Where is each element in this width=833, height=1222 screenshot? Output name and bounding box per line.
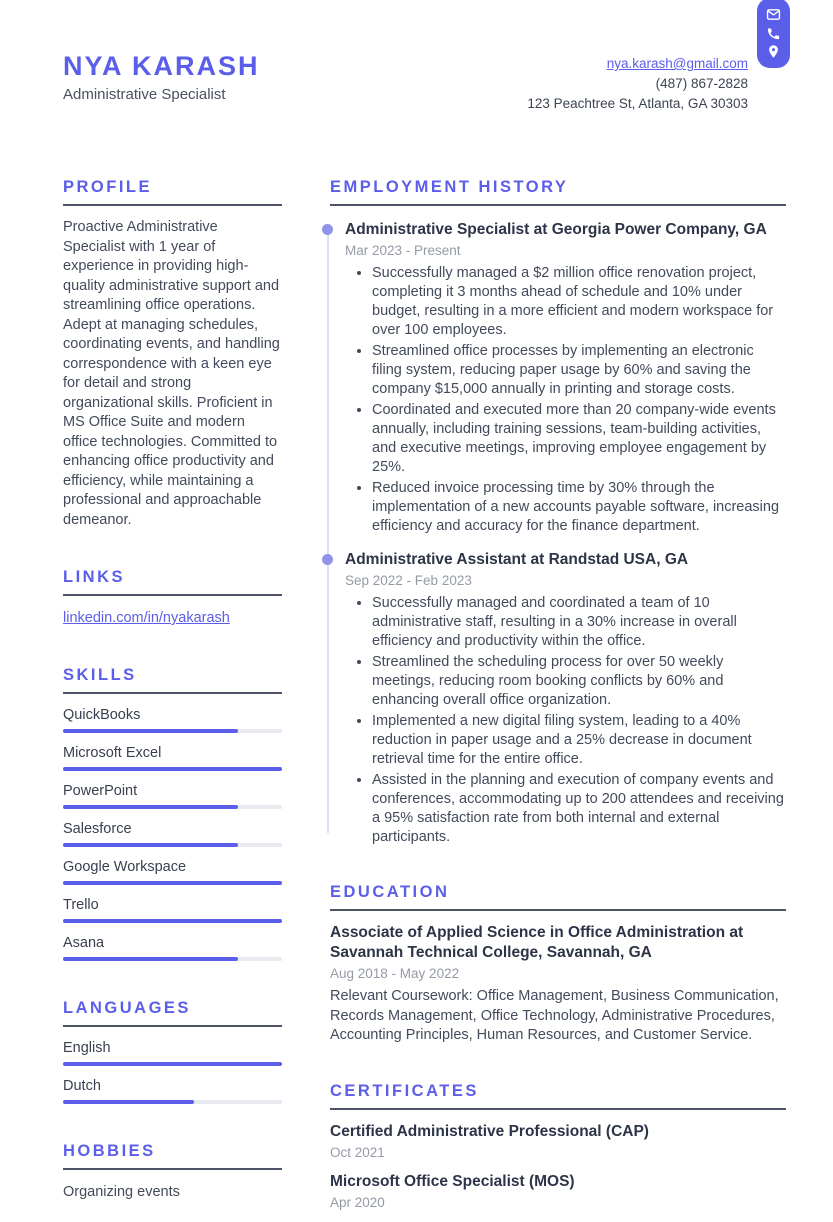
contact-icon-panel <box>757 0 790 68</box>
email-link[interactable]: nya.karash@gmail.com <box>606 56 748 71</box>
certificate-dates: Apr 2020 <box>330 1194 385 1210</box>
certificate-title: Microsoft Office Specialist (MOS) <box>330 1172 575 1190</box>
job-bullet: • Implemented a new digital filing system, leading to a 40% reduction in paper usage and a 25% decrease in document retrieval time for the entire office. <box>372 712 786 769</box>
language-item <box>63 1039 282 1066</box>
languages-heading: LANGUAGES <box>63 999 282 1027</box>
job-bullet: • Successfully managed and coordinated a team of 10 administrative staff, resulting in a 30% increase in overall efficiency and productivity within the office. <box>372 594 786 651</box>
skills-section <box>63 666 282 961</box>
skill-meter-track <box>63 843 282 847</box>
skill-meter-track <box>63 805 282 809</box>
address-text: 123 Peachtree St, Atlanta, GA 30303 <box>527 96 748 111</box>
job-bullet: • Streamlined office processes by implementing an electronic filing system, reducing paper usage by 60% and saving the company $15,000 annually in printing and storage costs. <box>372 342 786 399</box>
content-columns <box>63 178 786 1222</box>
skill-meter-fill <box>63 957 238 961</box>
skills-heading: SKILLS <box>63 666 282 694</box>
job-entry <box>330 550 786 847</box>
job-bullet: • Assisted in the planning and execution of company events and conferences, accommodating up to 200 attendees and receiving a 95% satisfaction rate from both internal and external participants. <box>372 771 786 847</box>
skill-item <box>63 706 282 733</box>
links-section <box>63 568 282 628</box>
linkedin-link[interactable]: linkedin.com/in/nyakarash <box>63 610 230 626</box>
timeline-dot-icon <box>322 224 333 235</box>
skill-item <box>63 744 282 771</box>
job-bullet: • Reduced invoice processing time by 30% through the implementation of a new accounts payable software, increasing efficiency and accuracy for the finance department. <box>372 479 786 536</box>
skill-meter-fill <box>63 881 282 885</box>
certificate-entry <box>330 1172 786 1212</box>
certificate-dates: Oct 2021 <box>330 1144 385 1160</box>
employment-section <box>330 178 786 847</box>
certificates-section <box>330 1082 786 1212</box>
skill-meter-track <box>63 729 282 733</box>
language-item <box>63 1077 282 1104</box>
skill-meter-track <box>63 881 282 885</box>
skills-list <box>63 706 282 961</box>
languages-section <box>63 999 282 1104</box>
language-name: Dutch <box>63 1078 101 1094</box>
skill-meter-track <box>63 957 282 961</box>
skill-name: Asana <box>63 935 105 951</box>
skill-name: Microsoft Excel <box>63 745 162 761</box>
certificates-list <box>330 1122 786 1212</box>
job-bullet: • Successfully managed a $2 million office renovation project, completing it 3 months ahead of schedule and 10% under budget, resulting in a more efficient and modern workspace for over 100 employees. <box>372 264 786 340</box>
skill-name: PowerPoint <box>63 783 138 799</box>
job-title: Administrative Specialist at Georgia Power Company, GA <box>345 221 767 238</box>
certificate-title: Certified Administrative Professional (CAP) <box>330 1122 649 1140</box>
phone-icon <box>766 26 781 41</box>
mail-icon <box>766 7 781 22</box>
certificates-heading: CERTIFICATES <box>330 1082 786 1110</box>
name-block <box>63 50 260 114</box>
skill-name: Google Workspace <box>63 859 187 875</box>
education-list <box>330 923 786 1046</box>
left-column <box>63 178 282 1222</box>
education-section <box>330 883 786 1046</box>
location-icon <box>766 44 781 59</box>
education-dates: Aug 2018 - May 2022 <box>330 966 460 981</box>
language-meter-fill <box>63 1062 282 1066</box>
skill-meter-fill <box>63 843 238 847</box>
job-dates: Mar 2023 - Present <box>345 243 461 258</box>
education-heading: EDUCATION <box>330 883 786 911</box>
job-title: Administrative Assistant at Randstad USA, GA <box>345 551 689 568</box>
links-list <box>63 608 282 628</box>
job-bullet: • Streamlined the scheduling process for over 50 weekly meetings, reducing room booking conflicts by 60% and enhancing overall office organization. <box>372 653 786 710</box>
skill-meter-fill <box>63 729 238 733</box>
certificate-entry <box>330 1122 786 1162</box>
header <box>63 0 786 114</box>
skill-item <box>63 782 282 809</box>
language-meter-track <box>63 1100 282 1104</box>
skill-name: Trello <box>63 897 99 913</box>
person-job-title: Administrative Specialist <box>63 86 226 103</box>
hobbies-heading: HOBBIES <box>63 1142 282 1170</box>
skill-meter-track <box>63 919 282 923</box>
skill-meter-track <box>63 767 282 771</box>
employment-heading: EMPLOYMENT HISTORY <box>330 178 786 206</box>
job-bullet: • Coordinated and executed more than 20 company-wide events annually, including training sessions, team-building activities, and executive meetings, improving employee engagement by 25%. <box>372 401 786 477</box>
education-description: Relevant Coursework: Office Management, Business Communication, Records Management, Office Technology, Administrative Procedures, Accounting Principles, Human Resources, and Customer Service. <box>330 988 779 1043</box>
job-bullet-list <box>345 264 786 536</box>
skill-item <box>63 820 282 847</box>
job-bullet-list <box>345 594 786 847</box>
profile-text: Proactive Administrative Specialist with 1 year of experience in providing high-quality administrative support and streamlining office operations. Adept at managing schedules, coordinating events, and handling correspondence with a keen eye for detail and strong organizational skills. Proficient in MS Office Suite and modern office technologies. Committed to enhancing office productivity and efficiency, while maintaining a professional and approachable demeanor. <box>63 219 280 528</box>
hobbies-section <box>63 1142 282 1202</box>
hobby-text: Organizing events <box>63 1184 180 1200</box>
contact-info <box>527 54 786 114</box>
skill-meter-fill <box>63 919 282 923</box>
language-name: English <box>63 1040 111 1056</box>
job-entry <box>330 220 786 536</box>
right-column <box>330 178 786 1222</box>
jobs-timeline <box>330 220 786 847</box>
languages-list <box>63 1039 282 1104</box>
skill-name: Salesforce <box>63 821 132 837</box>
language-meter-track <box>63 1062 282 1066</box>
profile-section <box>63 178 282 530</box>
person-name: NYA KARASH <box>63 51 260 81</box>
education-title: Associate of Applied Science in Office Administration at Savannah Technical College, Savannah, GA <box>330 924 744 961</box>
links-heading: LINKS <box>63 568 282 596</box>
skill-item <box>63 934 282 961</box>
timeline-dot-icon <box>322 554 333 565</box>
phone-number: (487) 867-2828 <box>655 76 748 91</box>
language-meter-fill <box>63 1100 194 1104</box>
profile-heading: PROFILE <box>63 178 282 206</box>
skill-meter-fill <box>63 767 282 771</box>
education-entry <box>330 923 786 1046</box>
skill-item <box>63 896 282 923</box>
skill-name: QuickBooks <box>63 707 141 723</box>
skill-meter-fill <box>63 805 238 809</box>
skill-item <box>63 858 282 885</box>
job-dates: Sep 2022 - Feb 2023 <box>345 573 472 588</box>
